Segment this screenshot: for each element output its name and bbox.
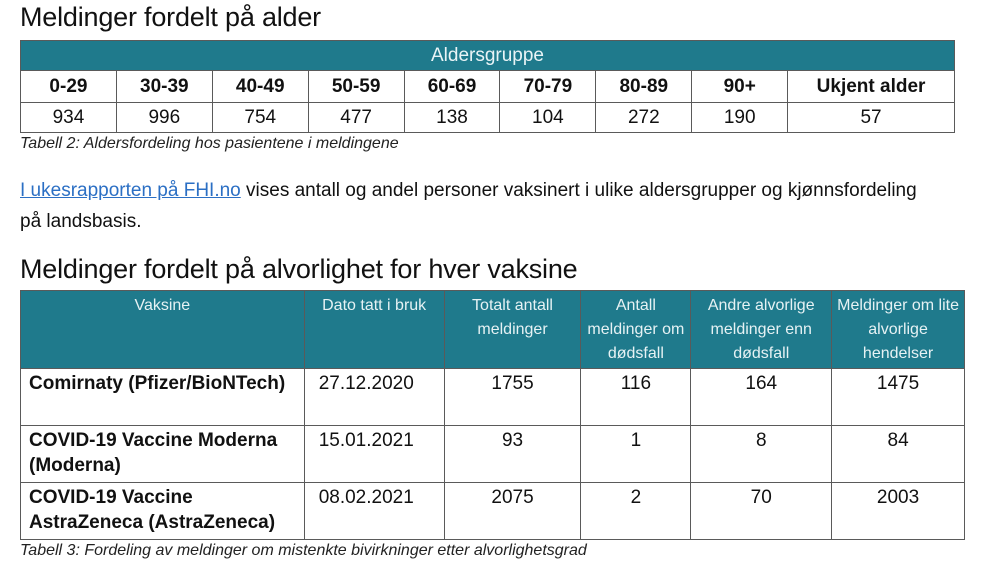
age-group-header: 0-29 [21,71,117,103]
age-group-band: Aldersgruppe [21,41,955,71]
severity-table [20,290,965,540]
death-reports: 1 [581,426,691,483]
age-group-count: 138 [404,103,500,133]
fhi-weekly-report-link[interactable]: I ukesrapporten på FHI.no [20,180,241,201]
minor-reports: 2003 [832,483,965,540]
age-group-count: 754 [212,103,308,133]
age-group-header: 80-89 [596,71,692,103]
severity-table-caption: Tabell 3: Fordeling av meldinger om mistenkte bivirkninger etter alvorlighetsgrad [20,542,587,559]
total-reports: 1755 [444,369,581,426]
death-reports: 116 [581,369,691,426]
paragraph-text: vises antall og andel personer vaksinert i ulike aldersgrupper og kjønnsfordeling på landsbasis. [20,180,917,232]
age-group-count: 477 [308,103,404,133]
date-in-use: 15.01.2021 [304,426,444,483]
table-row [21,369,965,426]
date-in-use: 27.12.2020 [304,369,444,426]
vaccine-name: COVID-19 Vaccine AstraZeneca (AstraZeneca) [21,483,305,540]
column-header-deaths: Antall meldinger om dødsfall [581,291,691,369]
age-group-count: 57 [788,103,955,133]
table-row [21,483,965,540]
other-serious-reports: 164 [691,369,832,426]
other-serious-reports: 70 [691,483,832,540]
column-header-date: Dato tatt i bruk [304,291,444,369]
total-reports: 2075 [444,483,581,540]
column-header-total: Totalt antall meldinger [444,291,581,369]
age-group-count: 272 [596,103,692,133]
age-section-heading: Meldinger fordelt på alder [20,2,321,32]
other-serious-reports: 8 [691,426,832,483]
severity-section-heading: Meldinger fordelt på alvorlighet for hver vaksine [20,254,578,284]
age-group-header: 90+ [692,71,788,103]
age-group-header: 50-59 [308,71,404,103]
vaccine-name: Comirnaty (Pfizer/BioNTech) [21,369,305,426]
table-row [21,426,965,483]
column-header-other-serious: Andre alvorlige meldinger enn dødsfall [691,291,832,369]
age-group-header: 40-49 [212,71,308,103]
age-table-caption: Tabell 2: Aldersfordeling hos pasientene i meldingene [20,135,399,152]
minor-reports: 1475 [832,369,965,426]
minor-reports: 84 [832,426,965,483]
age-group-count: 190 [692,103,788,133]
age-group-header: 60-69 [404,71,500,103]
age-group-header: 70-79 [500,71,596,103]
info-paragraph [20,175,920,237]
age-group-count: 934 [21,103,117,133]
column-header-vaccine: Vaksine [21,291,305,369]
vaccine-name: COVID-19 Vaccine Moderna (Moderna) [21,426,305,483]
age-group-count: 996 [116,103,212,133]
age-distribution-table [20,40,955,133]
column-header-minor: Meldinger om lite alvorlige hendelser [832,291,965,369]
total-reports: 93 [444,426,581,483]
age-group-header: 30-39 [116,71,212,103]
age-group-header: Ukjent alder [788,71,955,103]
date-in-use: 08.02.2021 [304,483,444,540]
age-group-count: 104 [500,103,596,133]
death-reports: 2 [581,483,691,540]
